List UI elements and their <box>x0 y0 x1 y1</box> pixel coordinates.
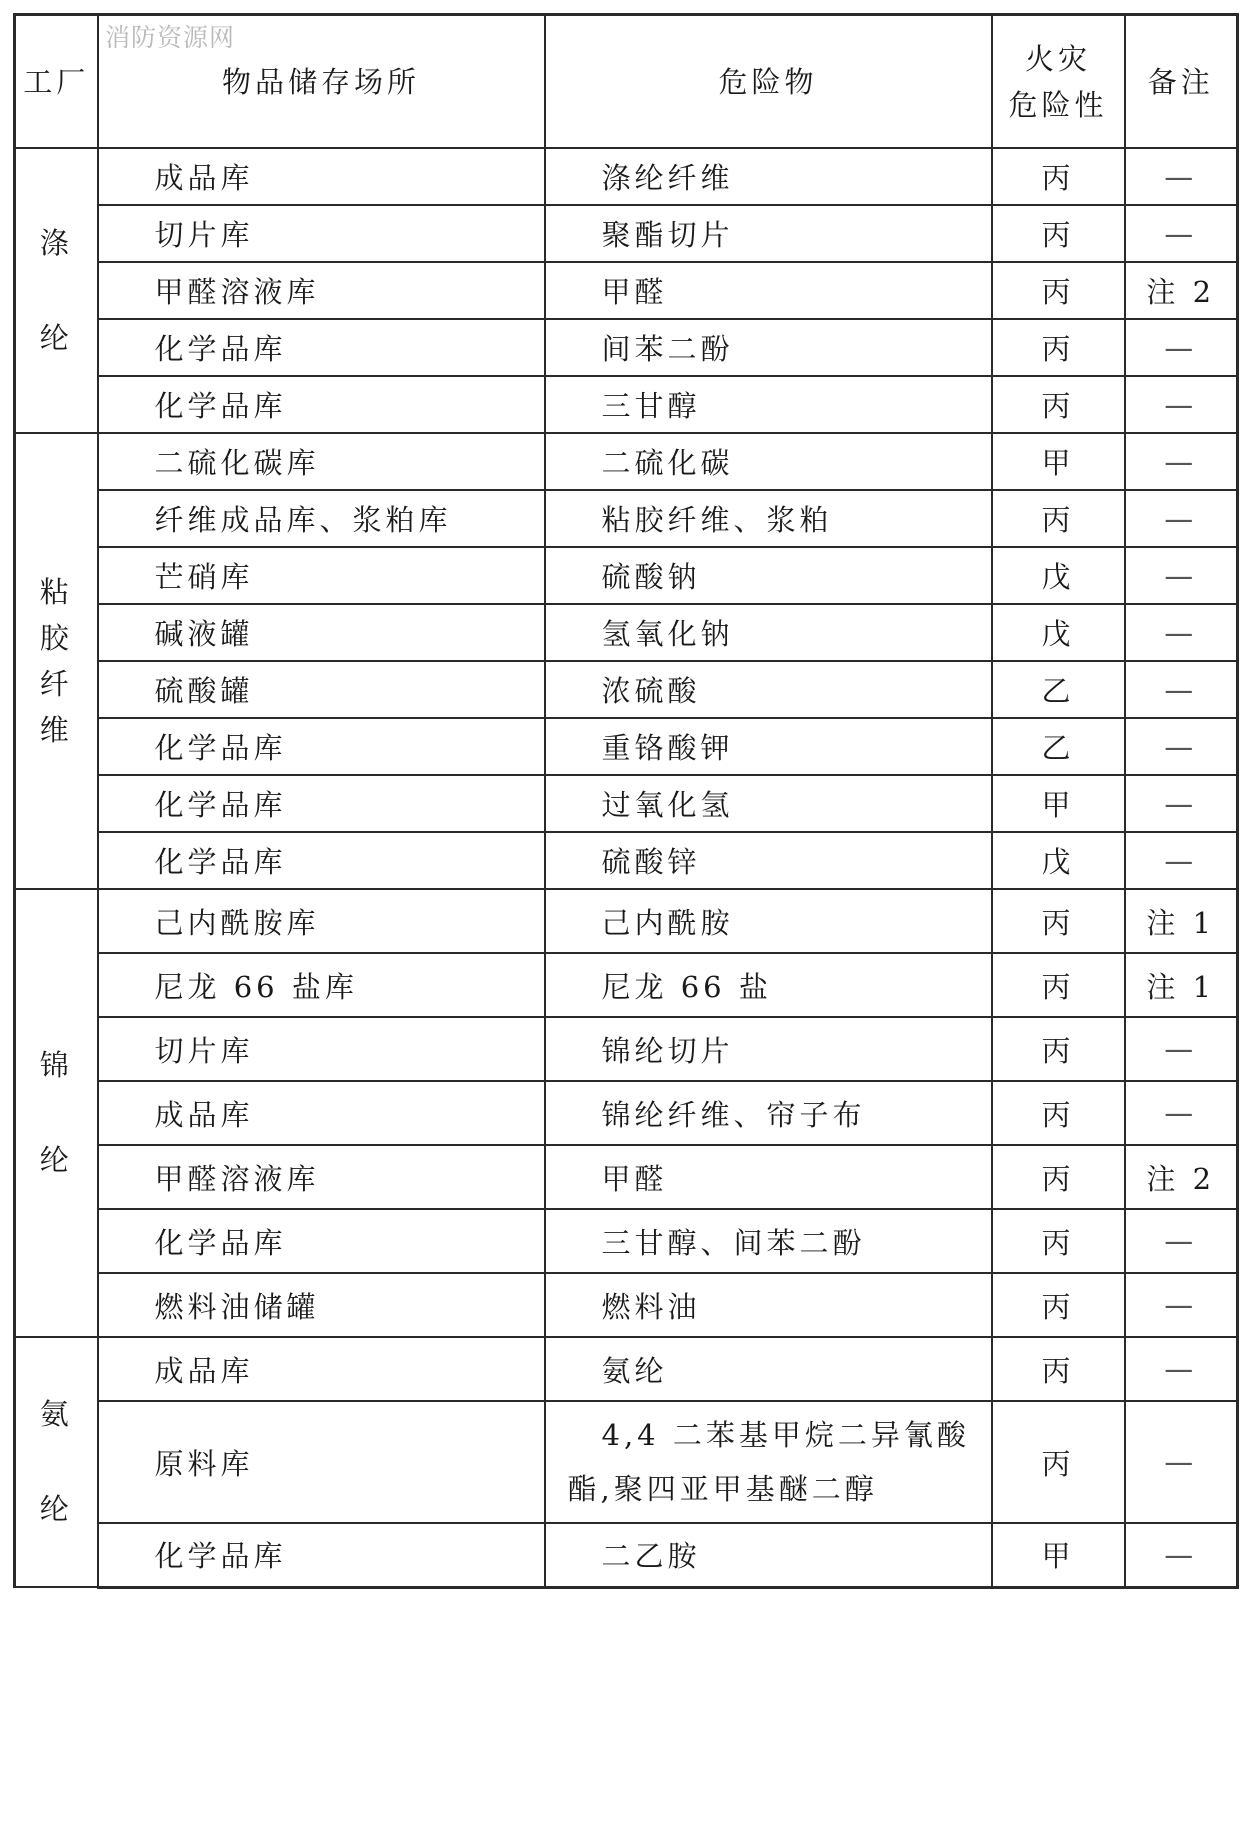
storage-place-cell: 二硫化碳库 <box>98 433 545 490</box>
factory-char: 氨 <box>39 1397 73 1431</box>
storage-place-cell: 芒硝库 <box>98 547 545 604</box>
note-cell: — <box>1125 1523 1238 1587</box>
note-cell: — <box>1125 832 1238 889</box>
table-row <box>15 718 1238 775</box>
header-hazmat: 危险物 <box>545 15 992 149</box>
fire-risk-cell: 戊 <box>992 604 1125 661</box>
note-cell: — <box>1125 490 1238 547</box>
note-cell: — <box>1125 433 1238 490</box>
table-row <box>15 832 1238 889</box>
header-factory: 工厂 <box>15 15 98 149</box>
table-row <box>15 1401 1238 1523</box>
factory-char: 纶 <box>39 320 73 355</box>
factory-char: 维 <box>39 712 73 747</box>
table-row <box>15 953 1238 1017</box>
fire-risk-cell: 丙 <box>992 319 1125 376</box>
storage-place-cell: 尼龙 66 盐库 <box>98 953 545 1017</box>
hazard-table <box>13 13 1239 1589</box>
hazardous-material-cell: 甲醛 <box>545 1145 992 1209</box>
note-cell: — <box>1125 1081 1238 1145</box>
table-row <box>15 1523 1238 1587</box>
note-cell: — <box>1125 718 1238 775</box>
fire-risk-cell: 丙 <box>992 490 1125 547</box>
hazardous-material-cell: 锦纶纤维、帘子布 <box>545 1081 992 1145</box>
storage-place-cell: 己内酰胺库 <box>98 889 545 953</box>
note-cell: — <box>1125 1273 1238 1337</box>
table-row <box>15 433 1238 490</box>
fire-risk-cell: 丙 <box>992 1145 1125 1209</box>
table-row <box>15 1145 1238 1209</box>
hazardous-material-cell: 氨纶 <box>545 1337 992 1401</box>
hazardous-material-cell: 甲醛 <box>545 262 992 319</box>
table-row <box>15 889 1238 953</box>
hazardous-material-cell: 硫酸锌 <box>545 832 992 889</box>
factory-char: 纤 <box>39 666 73 701</box>
header-fire-risk-line2: 危险性 <box>1008 87 1108 122</box>
note-cell: — <box>1125 1209 1238 1273</box>
factory-cell <box>15 148 98 433</box>
watermark: 消防资源网 <box>105 23 236 52</box>
hazardous-material-cell: 过氧化氢 <box>545 775 992 832</box>
fire-risk-cell: 甲 <box>992 433 1125 490</box>
note-cell: — <box>1125 547 1238 604</box>
fire-risk-cell: 丙 <box>992 1273 1125 1337</box>
fire-risk-cell: 丙 <box>992 1017 1125 1081</box>
storage-place-cell: 化学品库 <box>98 1523 545 1587</box>
table-row <box>15 1017 1238 1081</box>
storage-place-cell: 硫酸罐 <box>98 661 545 718</box>
note-cell: 注 1 <box>1125 953 1238 1017</box>
hazardous-material-cell: 硫酸钠 <box>545 547 992 604</box>
fire-risk-cell: 乙 <box>992 661 1125 718</box>
storage-place-cell: 碱液罐 <box>98 604 545 661</box>
header-place: 物品储存场所 <box>98 15 545 149</box>
note-cell: — <box>1125 661 1238 718</box>
note-cell: — <box>1125 775 1238 832</box>
fire-risk-cell: 丙 <box>992 148 1125 205</box>
note-cell: — <box>1125 1401 1238 1523</box>
factory-cell <box>15 433 98 889</box>
storage-place-cell: 化学品库 <box>98 376 545 433</box>
table-row <box>15 775 1238 832</box>
table-row <box>15 205 1238 262</box>
table-row <box>15 1273 1238 1337</box>
factory-char: 涤 <box>39 225 73 260</box>
hazardous-material-cell: 间苯二酚 <box>545 319 992 376</box>
fire-risk-cell: 丙 <box>992 889 1125 953</box>
hazardous-material-cell: 聚酯切片 <box>545 205 992 262</box>
storage-place-cell: 化学品库 <box>98 775 545 832</box>
table-row <box>15 604 1238 661</box>
hazardous-material-cell: 燃料油 <box>545 1273 992 1337</box>
factory-cell <box>15 1337 98 1587</box>
storage-place-cell: 切片库 <box>98 205 545 262</box>
storage-place-cell: 成品库 <box>98 1337 545 1401</box>
fire-risk-cell: 丙 <box>992 262 1125 319</box>
storage-place-cell: 成品库 <box>98 1081 545 1145</box>
table-row <box>15 262 1238 319</box>
hazardous-material-cell: 氢氧化钠 <box>545 604 992 661</box>
table-row <box>15 661 1238 718</box>
factory-char: 纶 <box>39 1143 73 1177</box>
hazardous-material-cell: 尼龙 66 盐 <box>545 953 992 1017</box>
fire-risk-cell: 丙 <box>992 953 1125 1017</box>
hazardous-material-cell: 锦纶切片 <box>545 1017 992 1081</box>
storage-place-cell: 切片库 <box>98 1017 545 1081</box>
storage-place-cell: 原料库 <box>98 1401 545 1523</box>
fire-risk-cell: 甲 <box>992 1523 1125 1587</box>
table-row <box>15 547 1238 604</box>
note-cell: 注 2 <box>1125 1145 1238 1209</box>
note-cell: — <box>1125 604 1238 661</box>
fire-risk-cell: 丙 <box>992 1337 1125 1401</box>
fire-risk-cell: 丙 <box>992 205 1125 262</box>
table-row <box>15 1337 1238 1401</box>
note-cell: — <box>1125 319 1238 376</box>
fire-risk-cell: 戊 <box>992 547 1125 604</box>
note-cell: — <box>1125 1337 1238 1401</box>
storage-place-cell: 纤维成品库、浆粕库 <box>98 490 545 547</box>
hazardous-material-cell: 涤纶纤维 <box>545 148 992 205</box>
header-fire-risk-line1: 火灾 <box>1024 41 1091 76</box>
factory-char: 胶 <box>39 620 73 655</box>
table-row <box>15 319 1238 376</box>
note-cell: — <box>1125 148 1238 205</box>
fire-risk-cell: 丙 <box>992 1401 1125 1523</box>
fire-risk-cell: 甲 <box>992 775 1125 832</box>
table-row <box>15 148 1238 205</box>
hazardous-material-cell: 重铬酸钾 <box>545 718 992 775</box>
hazardous-material-cell: 二硫化碳 <box>545 433 992 490</box>
storage-place-cell: 化学品库 <box>98 319 545 376</box>
hazardous-material-cell: 粘胶纤维、浆粕 <box>545 490 992 547</box>
fire-risk-cell: 丙 <box>992 376 1125 433</box>
header-note: 备注 <box>1125 15 1238 149</box>
fire-risk-cell: 戊 <box>992 832 1125 889</box>
hazardous-material-cell: 三甘醇、间苯二酚 <box>545 1209 992 1273</box>
fire-risk-cell: 乙 <box>992 718 1125 775</box>
table-row <box>15 376 1238 433</box>
storage-place-cell: 化学品库 <box>98 718 545 775</box>
storage-place-cell: 化学品库 <box>98 832 545 889</box>
storage-place-cell: 化学品库 <box>98 1209 545 1273</box>
hazardous-material-cell: 4,4 二苯基甲烷二异氰酸酯,聚四亚甲基醚二醇 <box>545 1401 992 1523</box>
hazardous-material-cell: 己内酰胺 <box>545 889 992 953</box>
factory-char: 粘 <box>39 574 73 609</box>
note-cell: 注 1 <box>1125 889 1238 953</box>
note-cell: — <box>1125 376 1238 433</box>
header-fire-risk <box>992 15 1125 149</box>
storage-place-cell: 甲醛溶液库 <box>98 262 545 319</box>
storage-place-cell: 燃料油储罐 <box>98 1273 545 1337</box>
factory-cell <box>15 889 98 1337</box>
note-cell: — <box>1125 205 1238 262</box>
fire-risk-cell: 丙 <box>992 1209 1125 1273</box>
factory-char: 纶 <box>39 1492 73 1526</box>
hazardous-material-cell: 浓硫酸 <box>545 661 992 718</box>
factory-char: 锦 <box>39 1048 73 1082</box>
storage-place-cell: 成品库 <box>98 148 545 205</box>
storage-place-cell: 甲醛溶液库 <box>98 1145 545 1209</box>
fire-risk-cell: 丙 <box>992 1081 1125 1145</box>
hazardous-material-cell: 二乙胺 <box>545 1523 992 1587</box>
note-cell: 注 2 <box>1125 262 1238 319</box>
table-row <box>15 490 1238 547</box>
table-row <box>15 1209 1238 1273</box>
note-cell: — <box>1125 1017 1238 1081</box>
table-row <box>15 1081 1238 1145</box>
header-row <box>15 15 1238 149</box>
hazardous-material-cell: 三甘醇 <box>545 376 992 433</box>
